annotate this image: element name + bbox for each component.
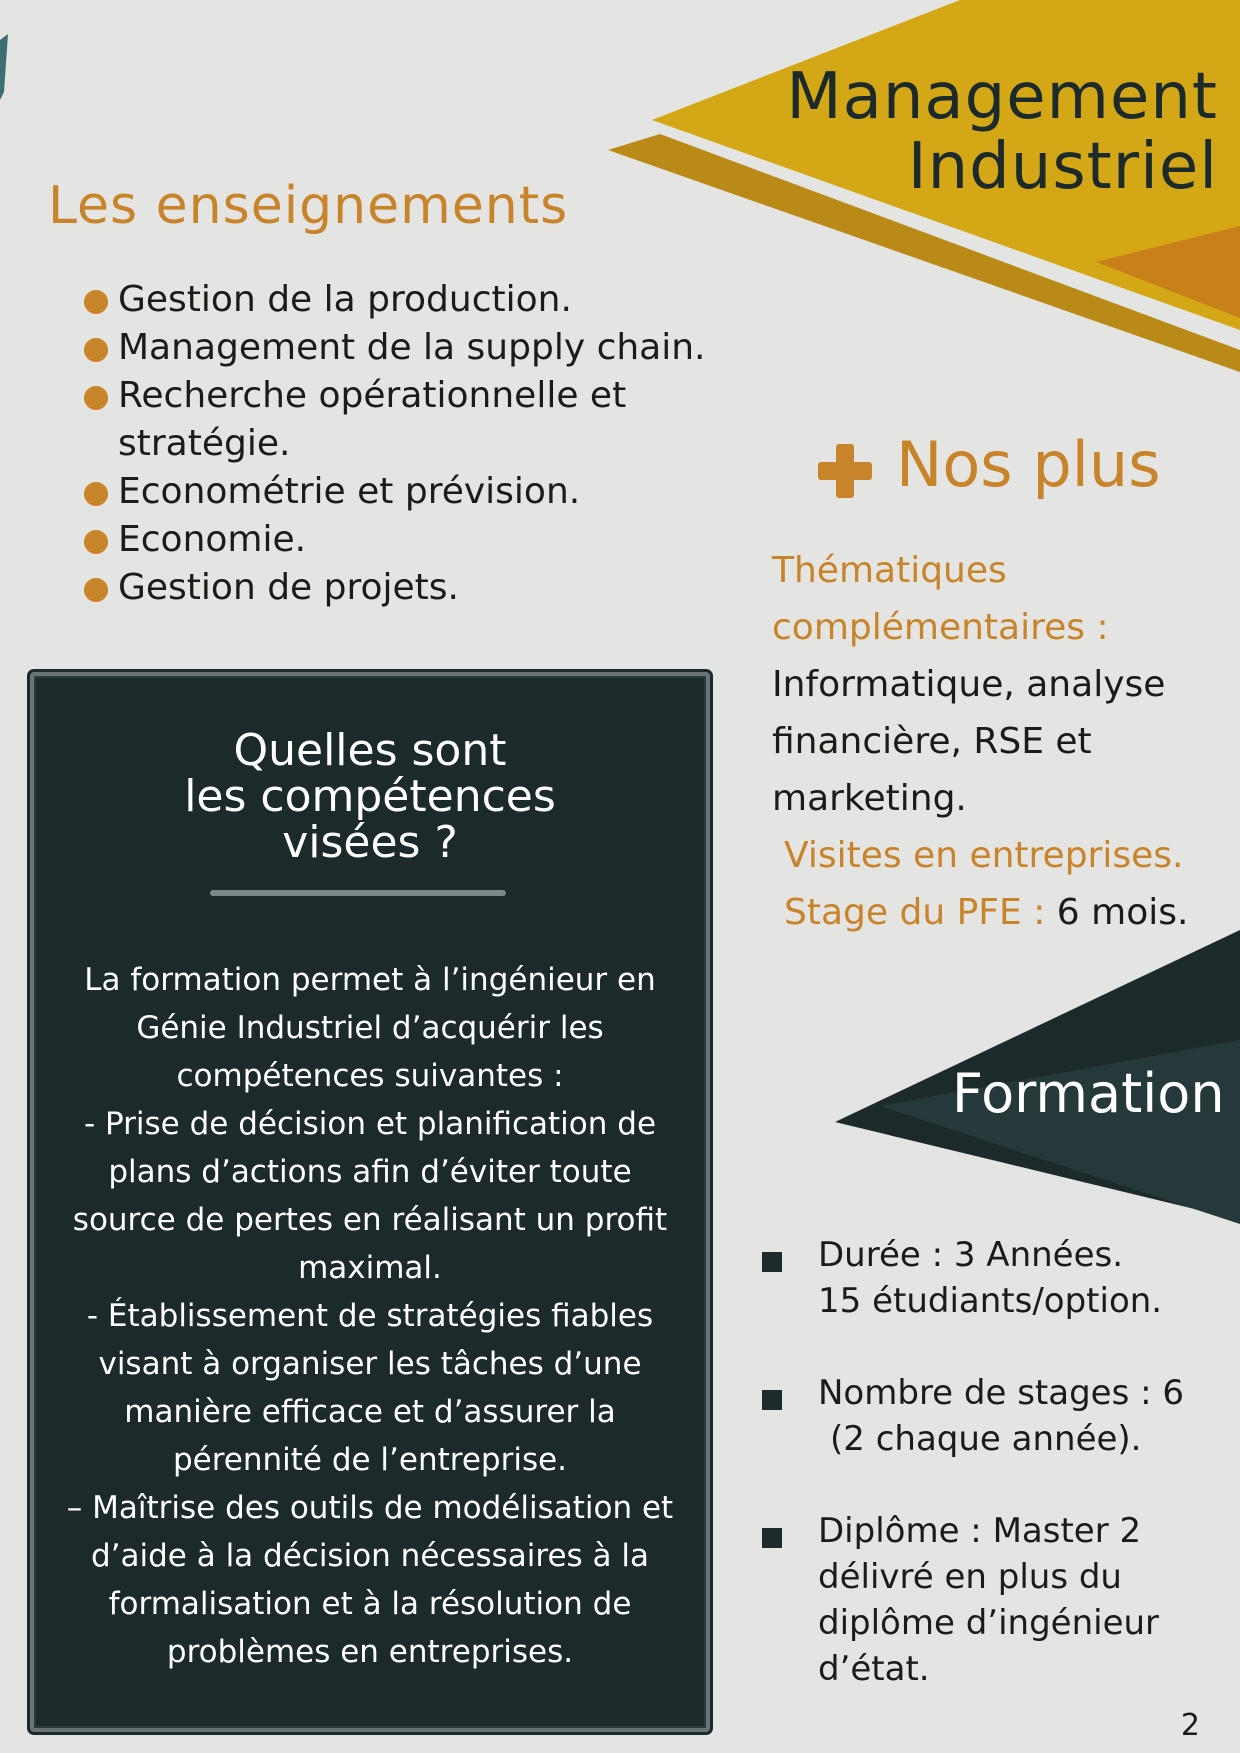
- themes-text-2: financière, RSE et: [772, 721, 1092, 762]
- stage-value: 6 mois.: [1045, 892, 1189, 933]
- formation-title: Formation: [952, 1062, 1225, 1125]
- stage-label: Stage du PFE :: [784, 892, 1046, 933]
- competences-body: [52, 956, 688, 1676]
- teachings-list: [84, 276, 764, 612]
- page-number: 2: [1180, 1708, 1200, 1743]
- bullet-dot-icon: [84, 290, 108, 314]
- square-bullet-icon: [762, 1528, 782, 1548]
- fact-diploma: Diplôme : Master 2 délivré en plus du diplôme d’ingénieur d’état.: [762, 1508, 1232, 1692]
- competence-item: - Établissement de stratégies fiables visant à organiser les tâches d’une manière efficace et d’assurer la pérennité de l’entreprise.: [86, 1298, 654, 1478]
- title-divider: [210, 890, 506, 896]
- bullet-dot-icon: [84, 338, 108, 362]
- competence-item: – Maîtrise des outils de modélisation et d’aide à la décision nécessaires à la formalisation et à la résolution de problèmes en entreprises.: [66, 1490, 674, 1670]
- teachings-title: Les enseignements: [48, 176, 569, 236]
- bullet-dot-icon: [84, 578, 108, 602]
- list-item: Gestion de la production.: [84, 276, 764, 324]
- stage-text: [772, 884, 1232, 941]
- list-item: Gestion de projets.: [84, 564, 764, 612]
- bullet-dot-icon: [84, 530, 108, 554]
- program-title: [698, 62, 1218, 202]
- themes-text-3: marketing.: [772, 778, 967, 819]
- bullet-dot-icon: [84, 386, 108, 410]
- competences-intro: La formation permet à l’ingénieur en Génie Industriel d’acquérir les compétences suivantes :: [84, 962, 656, 1094]
- plus-title: Nos plus: [896, 428, 1161, 501]
- list-item: Management de la supply chain.: [84, 324, 764, 372]
- plus-cross-icon: [818, 444, 872, 498]
- competences-panel: [30, 672, 710, 1732]
- program-title-line1: Management: [786, 60, 1218, 134]
- themes-label: Thématiques: [772, 550, 1007, 591]
- square-bullet-icon: [762, 1390, 782, 1410]
- list-item: Economie.: [84, 516, 764, 564]
- themes-text: Informatique, analyse: [772, 664, 1166, 705]
- themes-label-2: complémentaires :: [772, 607, 1109, 648]
- plus-content: [772, 542, 1232, 941]
- formation-facts: [762, 1232, 1232, 1738]
- list-item: Recherche opérationnelle et stratégie.: [84, 372, 678, 468]
- fact-duration: Durée : 3 Années. 15 étudiants/option.: [762, 1232, 1232, 1324]
- program-title-line2: Industriel: [907, 130, 1218, 204]
- square-bullet-icon: [762, 1252, 782, 1272]
- list-item: Econométrie et prévision.: [84, 468, 764, 516]
- fact-internships: Nombre de stages : 6 (2 chaque année).: [762, 1370, 1232, 1462]
- competences-title: Quelles sont les compétences visées ?: [184, 725, 556, 868]
- competence-item: - Prise de décision et planification de plans d’actions afin d’éviter toute source de pertes en réalisant un profit maximal.: [72, 1106, 668, 1286]
- visits-text: Visites en entreprises.: [784, 835, 1184, 876]
- bullet-dot-icon: [84, 482, 108, 506]
- plus-heading: [818, 428, 1178, 512]
